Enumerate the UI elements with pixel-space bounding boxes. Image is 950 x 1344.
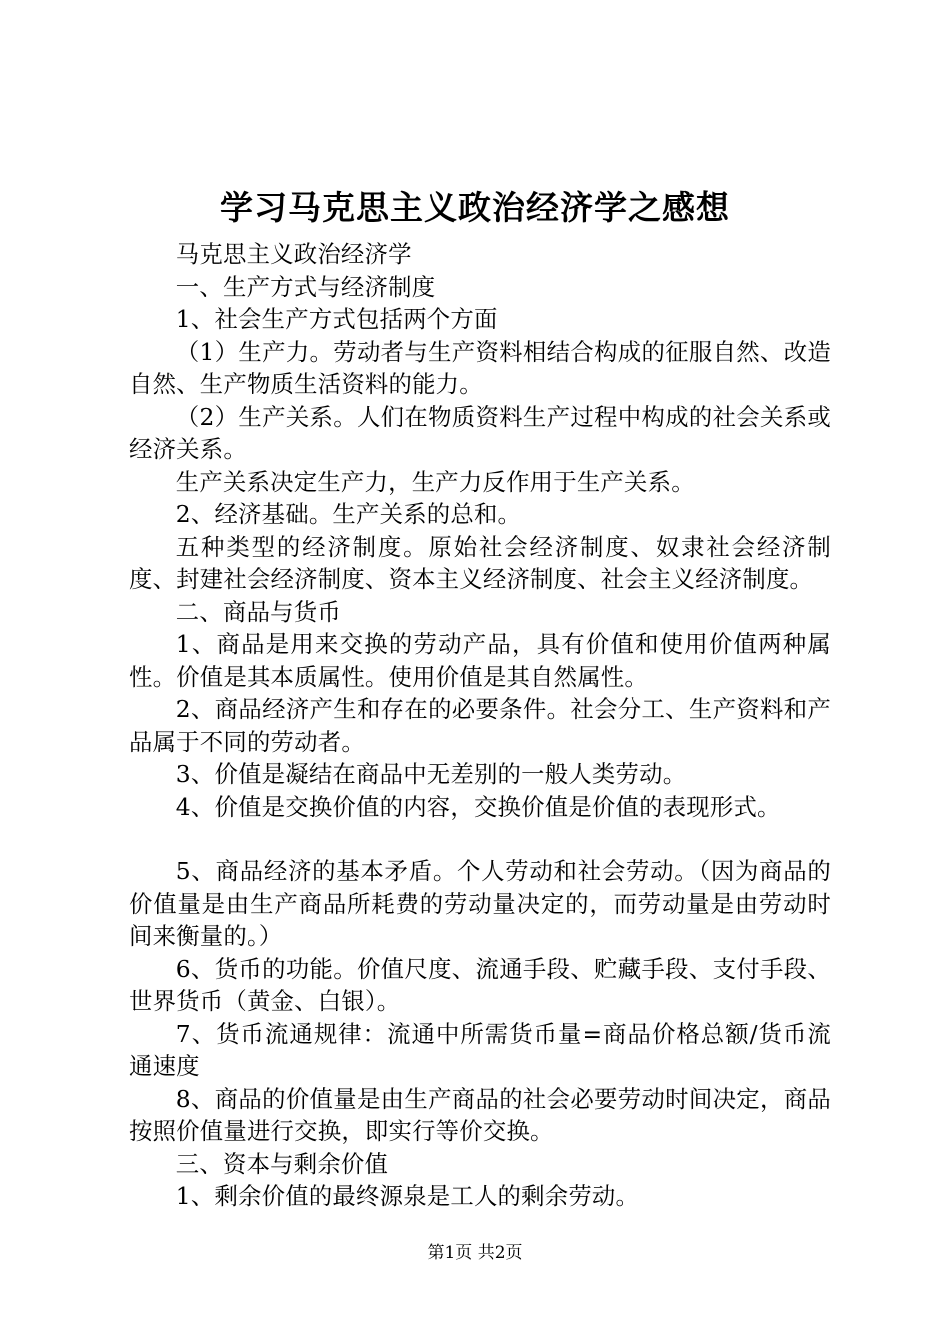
- paragraph: 7、货币流通规律：流通中所需货币量=商品价格总额/货币流通速度: [129, 1019, 831, 1080]
- paragraph: 4、价值是交换价值的内容，交换价值是价值的表现形式。: [175, 792, 781, 821]
- paragraph: 五种类型的经济制度。原始社会经济制度、奴隶社会经济制度、封建社会经济制度、资本主义经济制度、社会主义经济制度。: [129, 532, 831, 593]
- paragraph: 生产关系决定生产力，生产力反作用于生产关系。: [175, 467, 695, 496]
- paragraph: 1、社会生产方式包括两个方面: [175, 305, 498, 333]
- paragraph: 3、价值是凝结在商品中无差别的一般人类劳动。: [175, 760, 687, 788]
- section-heading: 二、商品与货币: [175, 597, 341, 626]
- paragraph: （1）生产力。劳动者与生产资料相结合构成的征服自然、改造自然、生产物质生活资料的能力。: [129, 337, 831, 398]
- blank-line: [129, 823, 831, 855]
- paragraph: 1、剩余价值的最终源泉是工人的剩余劳动。: [175, 1182, 640, 1210]
- paragraph: 6、货币的功能。价值尺度、流通手段、贮藏手段、支付手段、世界货币（黄金、白银）。: [129, 954, 831, 1015]
- paragraph: 马克思主义政治经济学: [175, 240, 412, 268]
- paragraph: 2、经济基础。生产关系的总和。: [175, 500, 522, 528]
- section-heading: 三、资本与剩余价值: [175, 1149, 389, 1178]
- paragraph: 8、商品的价值量是由生产商品的社会必要劳动时间决定，商品按照价值量进行交换，即实行等价交换。: [129, 1084, 831, 1145]
- paragraph: （2）生产关系。人们在物质资料生产过程中构成的社会关系或经济关系。: [129, 402, 831, 463]
- section-heading: 一、生产方式与经济制度: [175, 272, 436, 301]
- document-body: [129, 238, 831, 1213]
- document-title: 学习马克思主义政治经济学之感想: [220, 188, 730, 227]
- paragraph: 2、商品经济产生和存在的必要条件。社会分工、生产资料和产品属于不同的劳动者。: [129, 695, 831, 756]
- page-footer: 第1页 共2页: [427, 1243, 523, 1263]
- paragraph: 5、商品经济的基本矛盾。个人劳动和社会劳动。（因为商品的价值量是由生产商品所耗费的劳动量决定的，而劳动量是由劳动时间来衡量的。）: [129, 857, 831, 950]
- paragraph: 1、商品是用来交换的劳动产品，具有价值和使用价值两种属性。价值是其本质属性。使用价值是其自然属性。: [129, 630, 831, 691]
